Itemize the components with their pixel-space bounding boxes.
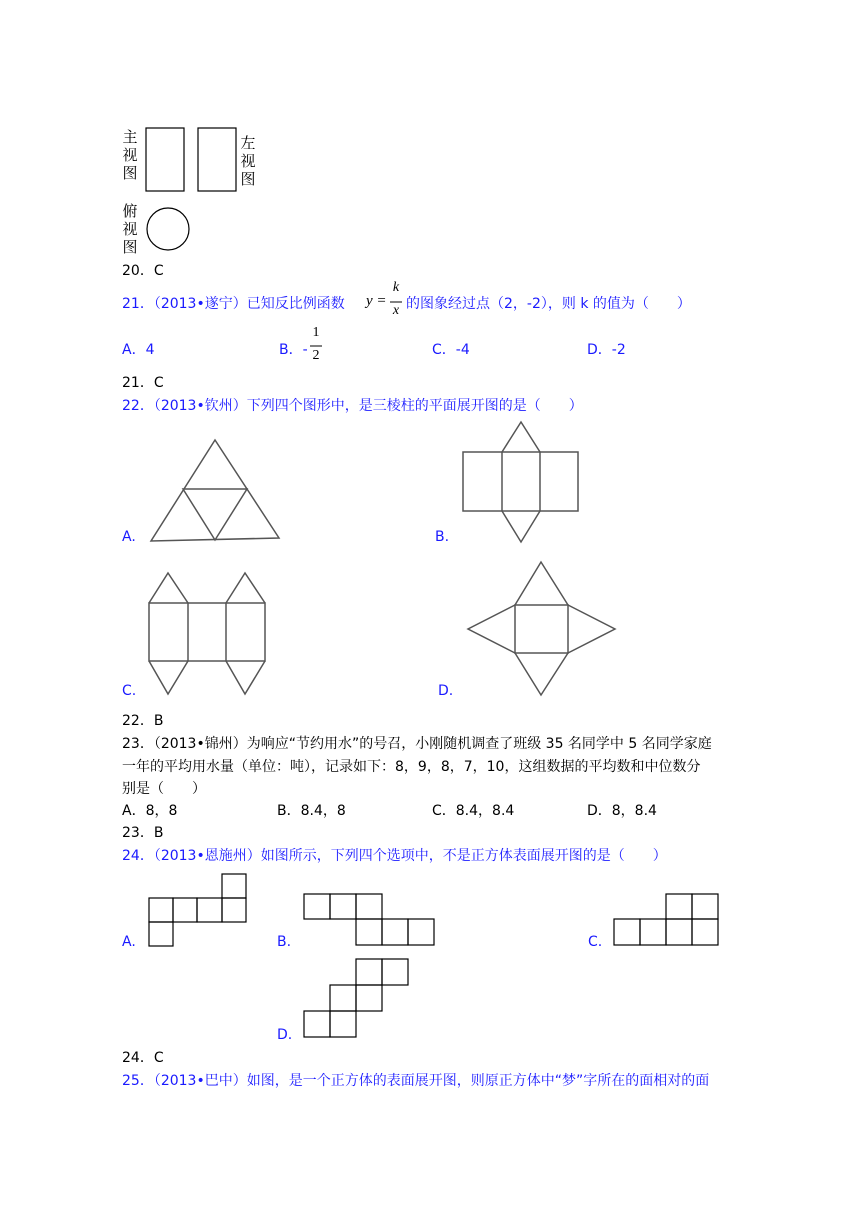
q20-answer: 20．C — [122, 263, 164, 279]
q24-label-b: B. — [277, 934, 292, 950]
q22-label-a: A. — [122, 529, 136, 545]
q23-option-a: A．8，8 — [122, 803, 178, 819]
q21-k-numerator: k — [392, 280, 400, 295]
q23-stem-line3: 别是（ ） — [122, 781, 206, 797]
q21-y-equals: y = — [366, 293, 387, 309]
q25-stem: 25．（2013•巴中）如图，是一个正方体的表面展开图，则原正方体中“梦”字所在的面相对的面 — [122, 1073, 710, 1089]
q21-option-b-prefix: B．- — [279, 342, 308, 358]
q21-option-d: D．-2 — [587, 342, 626, 358]
top-view-label: 俯 视 图 — [122, 202, 138, 256]
q22-answer: 22．B — [122, 713, 164, 729]
q21-answer: 21．C — [122, 375, 164, 391]
q23-answer: 23．B — [122, 825, 164, 841]
q23-option-b: B．8.4，8 — [277, 803, 346, 819]
q21-stem-suffix: 的图象经过点（2，-2），则 k 的值为（ ） — [406, 296, 691, 312]
q21-option-b-denominator: 2 — [312, 348, 320, 363]
q22-stem: 22．（2013•钦州）下列四个图形中，是三棱柱的平面展开图的是（ ） — [122, 398, 583, 414]
q24-label-a: A. — [122, 934, 136, 950]
q24-answer: 24．C — [122, 1050, 164, 1066]
q23-stem-line1: 23．（2013•锦州）为响应“节约用水”的号召，小刚随机调查了班级 35 名同学中 5 名同学家庭 — [122, 736, 712, 752]
q22-label-c: C. — [122, 683, 137, 699]
front-view-label: 主 视 图 — [122, 128, 138, 182]
q24-label-c: C. — [588, 934, 603, 950]
q21-option-a: A．4 — [122, 342, 155, 358]
q23-stem-line2: 一年的平均用水量（单位：吨），记录如下：8，9，8，7，10，这组数据的平均数和中位数分 — [122, 759, 701, 775]
q23-option-c: C．8.4，8.4 — [432, 803, 515, 819]
q21-option-c: C．-4 — [432, 342, 470, 358]
q24-label-d: D. — [277, 1027, 293, 1043]
q22-label-d: D. — [438, 683, 454, 699]
q23-option-d: D．8，8.4 — [587, 803, 657, 819]
left-view-label: 左 视 图 — [240, 134, 256, 188]
q24-stem: 24．（2013•恩施州）如图所示，下列四个选项中，不是正方体表面展开图的是（ ） — [122, 848, 667, 864]
q22-label-b: B. — [435, 529, 450, 545]
q21-option-b-numerator: 1 — [312, 325, 320, 340]
q21-stem-prefix: 21．（2013•遂宁）已知反比例函数 — [122, 296, 345, 312]
q21-x-denominator: x — [392, 303, 400, 318]
